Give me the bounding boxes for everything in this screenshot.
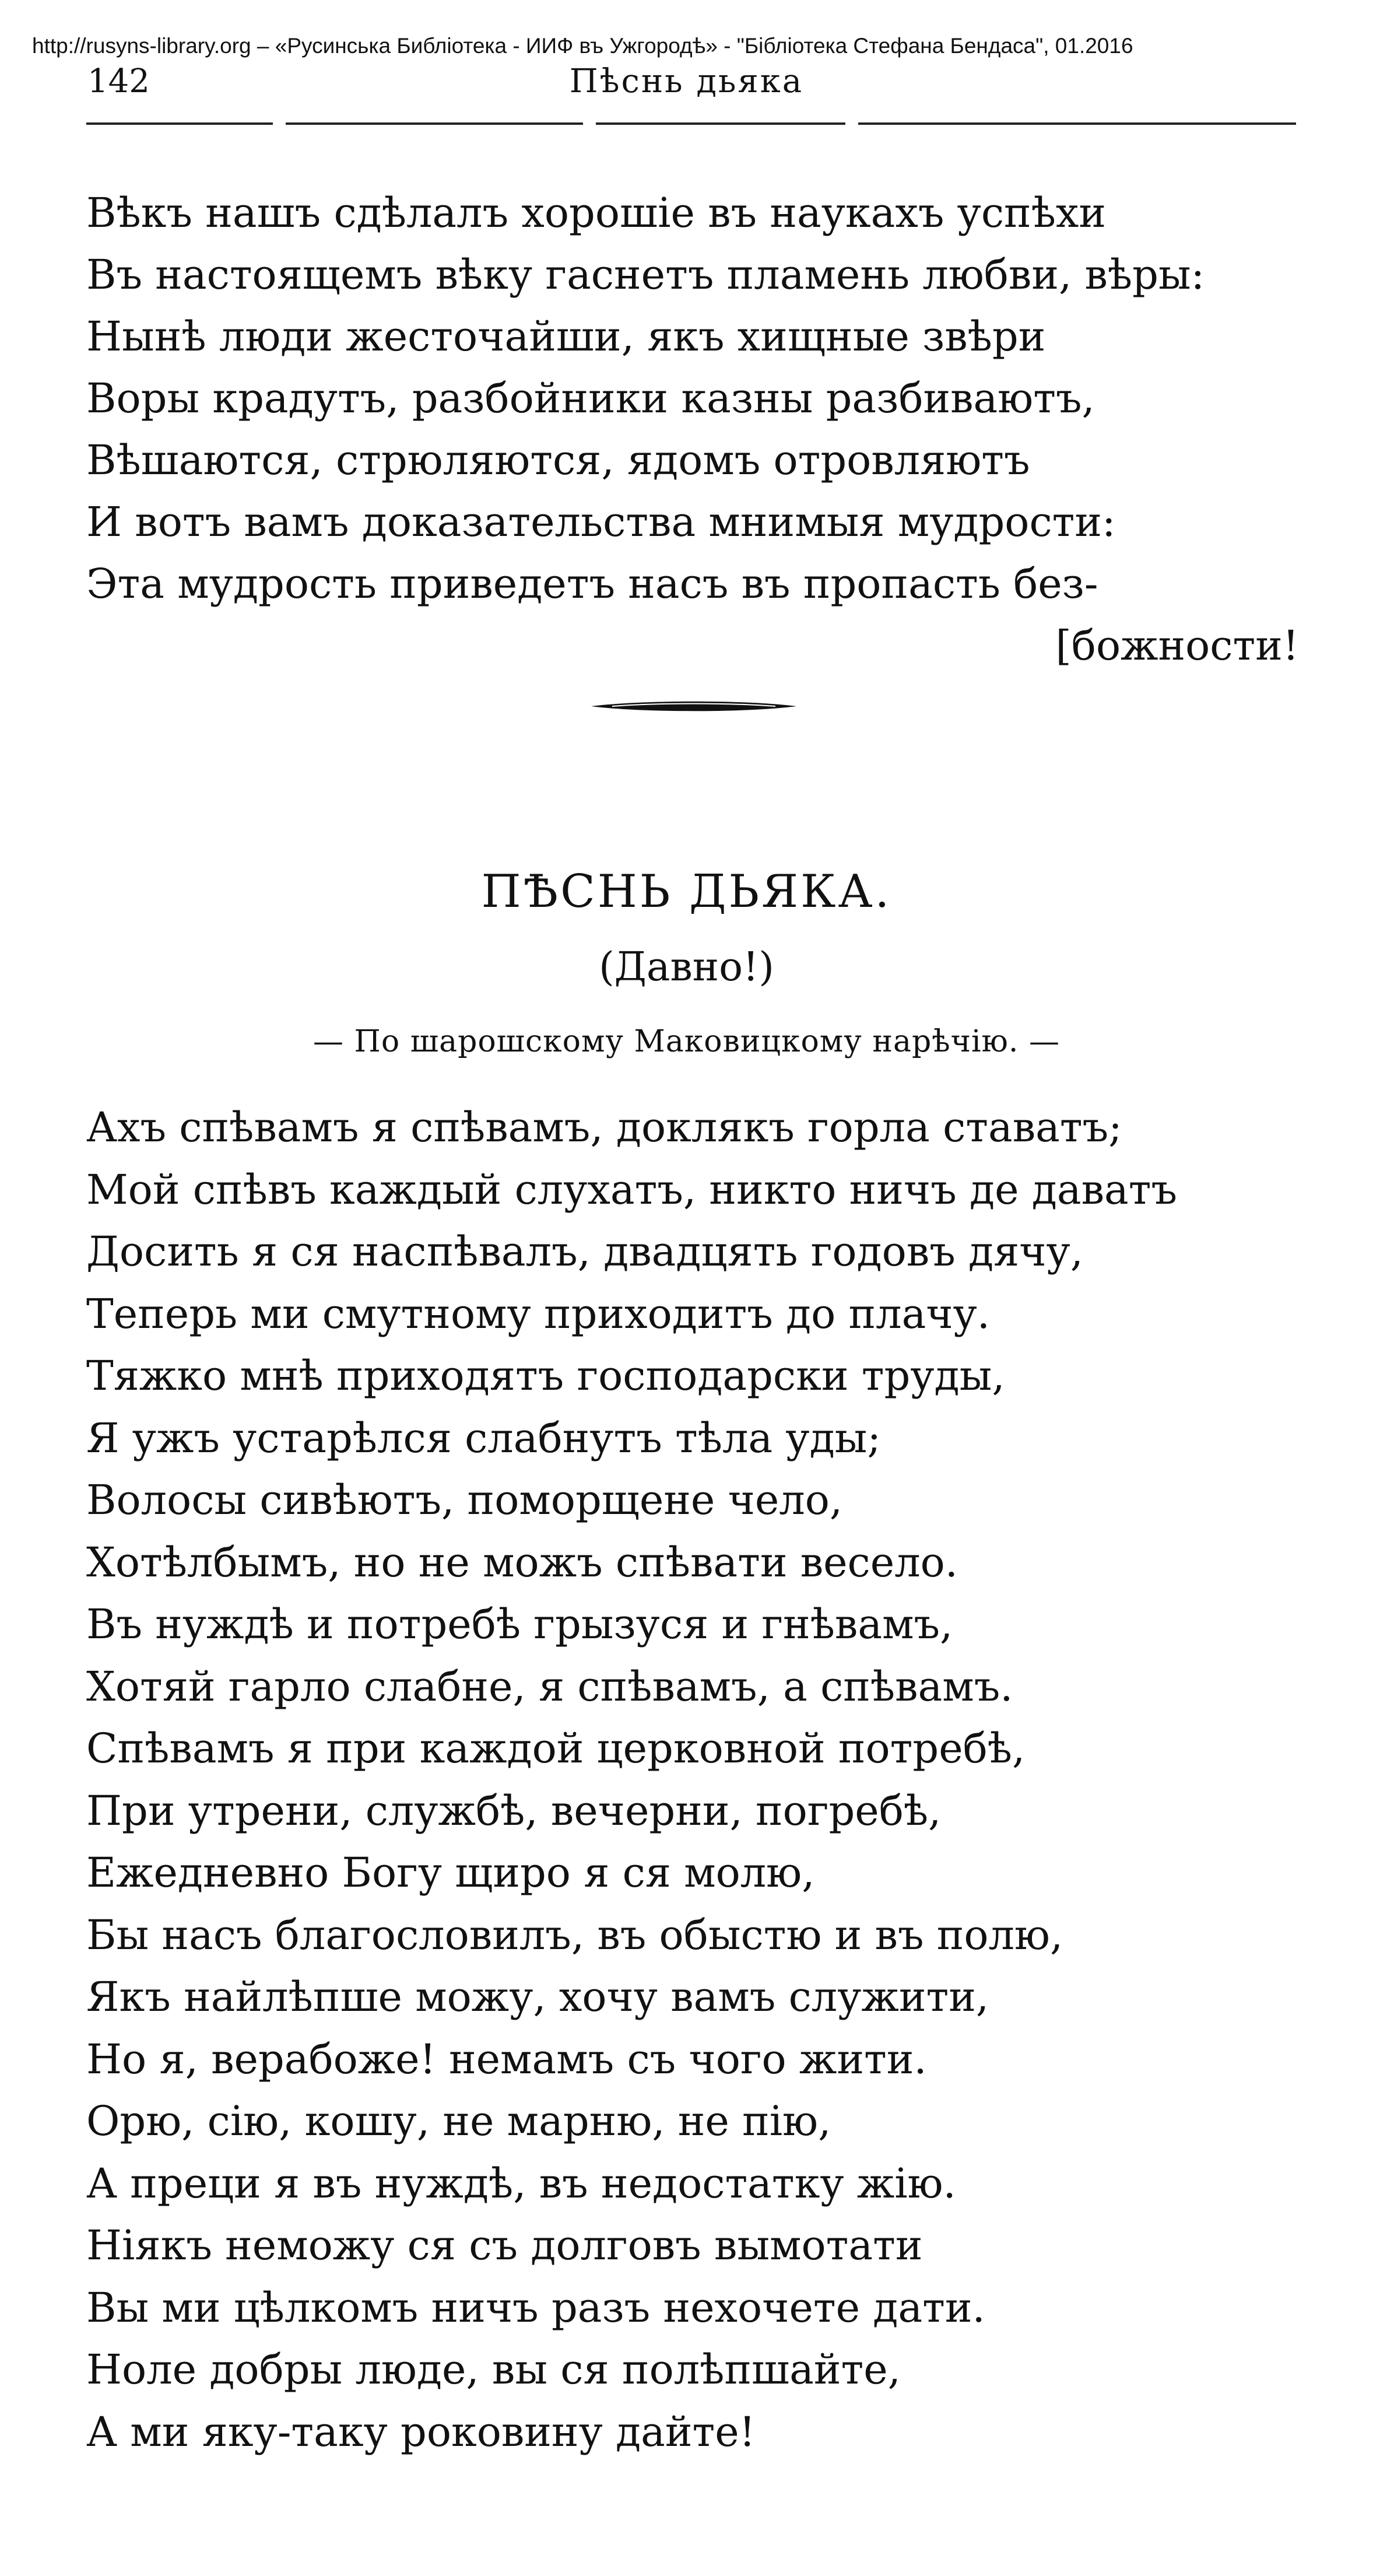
dialect-note: — По шарошскому Маковицкому нарѣчію. — bbox=[313, 1024, 1060, 1059]
song-subtitle: (Давно!) bbox=[599, 944, 774, 990]
verse-line: Я ужъ устарѣлся слабнутъ тѣла уды; bbox=[86, 1414, 881, 1462]
verse-line: Бы насъ благословилъ, въ обыстю и въ полю, bbox=[86, 1911, 1063, 1959]
song-title: ПѢСНЬ ДЬЯКА. bbox=[481, 865, 892, 918]
poem-ending bbox=[86, 182, 1299, 677]
verse-line: А преци я въ нуждѣ, въ недостатку жію. bbox=[86, 2159, 956, 2207]
song-text bbox=[86, 1096, 1299, 2463]
section-divider-ornament bbox=[589, 698, 799, 715]
running-head: Пѣснь дьяка bbox=[569, 62, 804, 100]
verse-line: Теперь ми смутному приходитъ до плачу. bbox=[86, 1289, 991, 1338]
header-rule-gap bbox=[845, 120, 858, 128]
verse-line: Въ нуждѣ и потребѣ грызуся и гнѣвамъ, bbox=[86, 1600, 953, 1648]
verse-line: Ноле добры люде, вы ся полѣпшайте, bbox=[86, 2346, 901, 2393]
verse-line: Эта мудрость приведетъ насъ въ пропасть без- bbox=[86, 560, 1098, 608]
page-number: 142 bbox=[87, 62, 150, 100]
source-attribution: http://rusyns-library.org – «Русинська Библіотека - ИИФ въ Ужгородѣ» - "Бібліотека Стефана Бендаса", 01.2016 bbox=[32, 34, 1133, 58]
verse-line: Ніякъ неможу ся съ долговъ вымотати bbox=[86, 2221, 923, 2269]
verse-line: Ежедневно Богу щиро я ся молю, bbox=[86, 1849, 815, 1897]
verse-line: Мой спѣвъ каждый слухатъ, никто ничъ де даватъ bbox=[86, 1165, 1177, 1214]
verse-line-continuation: [божности! bbox=[1055, 622, 1299, 670]
verse-line: Но я, верабоже! немамъ съ чого жити. bbox=[86, 2035, 927, 2083]
verse-line: Вы ми цѣлкомъ ничъ разъ нехочете дати. bbox=[86, 2283, 985, 2332]
verse-line: И вотъ вамъ доказательства мнимыя мудрости: bbox=[86, 498, 1116, 546]
verse-line: Орю, сію, кошу, не марню, не пію, bbox=[86, 2097, 831, 2145]
verse-line: Волосы сивѣютъ, поморщене чело, bbox=[86, 1476, 843, 1524]
verse-line: Якъ найлѣпше можу, хочу вамъ служити, bbox=[86, 1973, 989, 2021]
verse-line: Спѣвамъ я при каждой церковной потребѣ, bbox=[86, 1725, 1026, 1772]
verse-line: Ахъ спѣвамъ я спѣвамъ, доклякъ горла ставатъ; bbox=[86, 1103, 1122, 1151]
verse-line: Вѣшаются, стрюляются, ядомъ отровляютъ bbox=[86, 436, 1030, 484]
verse-line: Въ настоящемъ вѣку гаснетъ пламень любви, вѣры: bbox=[86, 251, 1205, 299]
verse-line: Нынѣ люди жесточайши, якъ хищные звѣри bbox=[86, 313, 1046, 360]
verse-line: А ми яку-таку роковину дайте! bbox=[86, 2407, 756, 2456]
verse-line: Тяжко мнѣ приходятъ господарски труды, bbox=[86, 1352, 1005, 1400]
verse-line: Воры крадутъ, разбойники казны разбиваютъ, bbox=[86, 374, 1095, 422]
verse-line: Хотѣлбымъ, но не можъ спѣвати весело. bbox=[86, 1538, 958, 1586]
verse-line: Хотяй гарло слабне, я спѣвамъ, а спѣвамъ. bbox=[86, 1662, 1013, 1711]
header-rule-gap bbox=[273, 120, 286, 128]
verse-line: Вѣкъ нашъ сдѣлалъ хорошіе въ наукахъ успѣхи bbox=[86, 189, 1107, 237]
header-rule-gap bbox=[583, 120, 596, 128]
header-rule bbox=[86, 122, 1296, 125]
verse-line: При утрени, службѣ, вечерни, погребѣ, bbox=[86, 1786, 942, 1835]
verse-line: Досить я ся наспѣвалъ, двадцять годовъ дячу, bbox=[86, 1228, 1083, 1275]
